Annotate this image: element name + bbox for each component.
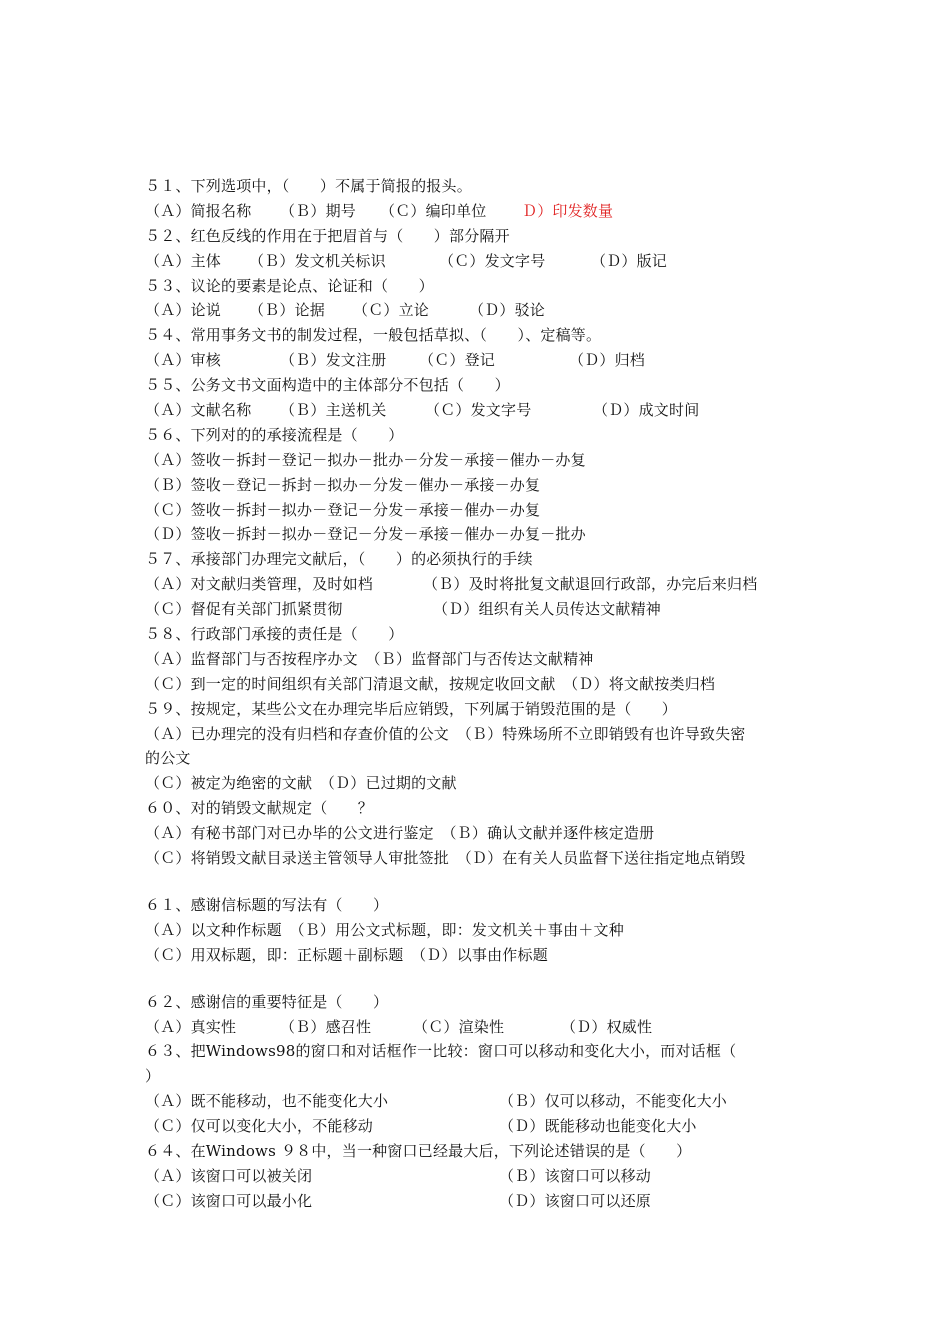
question-60-options-cd: （Ｃ）将销毁文献目录送主管领导人审批签批 （Ｄ）在有关人员监督下送往指定地点销毁 — [145, 849, 746, 868]
question-58-options-ab: （Ａ）监督部门与否按程序办文 （Ｂ）监督部门与否传达文献精神 — [145, 649, 594, 668]
option-d: （Ｄ）签收－拆封－拟办－登记－分发－承接－催办－办复－批办 — [145, 525, 586, 544]
question-59-options-ab-cont: 的公文 — [145, 749, 191, 768]
question-51-stem: ５１、下列选项中，（ ）不属于简报的报头。 — [145, 177, 472, 195]
question-62-stem: ６２、感谢信的重要特征是（ ） — [145, 992, 389, 1011]
option-d: （Ｄ）该窗口可以还原 — [499, 1191, 652, 1210]
question-52-options — [145, 249, 825, 274]
option-c: （Ｃ）督促有关部门抓紧贯彻 — [145, 600, 343, 619]
option-c: （Ｃ）渲染性 — [413, 1017, 505, 1036]
blank-line — [145, 871, 825, 893]
option-a: （Ａ）既不能移动，也不能变化大小 — [145, 1092, 389, 1111]
question-53-stem: ５３、议论的要素是论点、论证和（ ） — [145, 276, 434, 295]
option-a: （Ａ）论说 — [145, 301, 222, 320]
option-d: （Ｄ）成文时间 — [593, 401, 700, 420]
option-d: （Ｄ）既能移动也能变化大小 — [499, 1117, 697, 1136]
question-57-options-cd — [145, 597, 825, 622]
option-d: （Ｄ）归档 — [569, 351, 646, 370]
option-b: （Ｂ）发文注册 — [280, 351, 387, 370]
option-d: （Ｄ）驳论 — [469, 301, 546, 320]
option-a: （Ａ）文献名称 — [145, 401, 252, 420]
question-list — [145, 174, 825, 1214]
question-57-options-ab — [145, 572, 825, 597]
option-b: （Ｂ）该窗口可以移动 — [499, 1166, 652, 1185]
question-59-options-cd: （Ｃ）被定为绝密的文献 （Ｄ）已过期的文献 — [145, 774, 457, 793]
option-a: （Ａ）审核 — [145, 351, 222, 370]
question-61-options-ab: （Ａ）以文种作标题 （Ｂ）用公文式标题，即：发文机关＋事由＋文种 — [145, 920, 624, 939]
option-b: （Ｂ）发文机关标识 — [249, 251, 386, 270]
question-55-options — [145, 398, 825, 423]
option-b: （Ｂ）签收－登记－拆封－拟办－分发－催办－承接－办复 — [145, 475, 541, 494]
question-54-stem: ５４、常用事务文书的制发过程，一般包括草拟、（ ）、定稿等。 — [145, 326, 602, 345]
question-55-stem: ５５、公务文书文面构造中的主体部分不包括（ ） — [145, 376, 510, 395]
question-59-stem: ５９、按规定，某些公文在办理完毕后应销毁，下列属于销毁范围的是（ ） — [145, 699, 678, 718]
option-b: （Ｂ）感召性 — [280, 1017, 372, 1036]
option-d: （Ｄ）权威性 — [561, 1017, 653, 1036]
question-64-stem: ６４、在Windows ９８中，当一种窗口已经最大后，下列论述错误的是（ ） — [145, 1141, 692, 1160]
option-a: （Ａ）该窗口可以被关闭 — [145, 1166, 313, 1185]
option-a: （Ａ）主体 — [145, 251, 222, 270]
question-58-options-cd: （Ｃ）到一定的时间组织有关部门清退文献，按规定收回文献 （Ｄ）将文献按类归档 — [145, 674, 716, 693]
option-c: （Ｃ）签收－拆封－拟办－登记－分发－承接－催办－办复 — [145, 500, 541, 519]
option-a: （Ａ）签收－拆封－登记－拟办－批办－分发－承接－催办－办复 — [145, 450, 586, 469]
option-c: （Ｃ）编印单位 — [380, 201, 487, 220]
option-b: （Ｂ）仅可以移动，不能变化大小 — [499, 1092, 728, 1111]
question-63-stem-cont: ） — [145, 1067, 161, 1086]
option-b: （Ｂ）论据 — [249, 301, 326, 320]
option-c: （Ｃ）发文字号 — [439, 251, 546, 270]
option-d-highlighted: Ｄ）印发数量 — [522, 201, 614, 220]
option-b: （Ｂ）及时将批复文献退回行政部，办完后来归档 — [423, 575, 758, 594]
question-54-options — [145, 348, 825, 373]
option-c: （Ｃ）立论 — [353, 301, 430, 320]
question-64-options-cd — [145, 1189, 825, 1214]
option-c: （Ｃ）仅可以变化大小，不能移动 — [145, 1117, 374, 1136]
option-b: （Ｂ）期号 — [280, 201, 357, 220]
question-58-stem: ５８、行政部门承接的责任是（ ） — [145, 625, 404, 644]
question-63-stem: ６３、把Windows98的窗口和对话框作一比较：窗口可以移动和变化大小，而对话框（ — [145, 1042, 737, 1061]
option-a: （Ａ）简报名称 — [145, 201, 252, 220]
question-59-options-ab: （Ａ）已办理完的没有归档和存查价值的公文 （Ｂ）特殊场所不立即销毁有也许导致失密 — [145, 724, 746, 743]
option-a: （Ａ）真实性 — [145, 1017, 237, 1036]
option-c: （Ｃ）发文字号 — [425, 401, 532, 420]
question-64-options-ab — [145, 1164, 825, 1189]
question-61-stem: ６１、感谢信标题的写法有（ ） — [145, 895, 389, 914]
question-53-options — [145, 298, 825, 323]
question-61-options-cd: （Ｃ）用双标题，即：正标题＋副标题 （Ｄ）以事由作标题 — [145, 945, 548, 964]
question-57-stem: ５７、承接部门办理完文献后，（ ）的必须执行的手续 — [145, 550, 533, 569]
option-d: （Ｄ）组织有关人员传达文献精神 — [433, 600, 662, 619]
option-d: （Ｄ）版记 — [591, 251, 668, 270]
question-60-stem: ６０、对的销毁文献规定（ ？ — [145, 799, 374, 818]
option-b: （Ｂ）主送机关 — [280, 401, 387, 420]
option-c: （Ｃ）登记 — [419, 351, 496, 370]
blank-line — [145, 968, 825, 990]
question-63-options-ab — [145, 1089, 825, 1114]
question-62-options — [145, 1015, 825, 1040]
option-c: （Ｃ）该窗口可以最小化 — [145, 1191, 313, 1210]
question-60-options-ab: （Ａ）有秘书部门对已办毕的公文进行鉴定 （Ｂ）确认文献并逐件核定造册 — [145, 824, 655, 843]
option-a: （Ａ）对文献归类管理，及时如档 — [145, 575, 374, 594]
question-63-options-cd — [145, 1114, 825, 1139]
question-56-stem: ５６、下列对的的承接流程是（ ） — [145, 425, 404, 444]
question-52-stem: ５２、红色反线的作用在于把眉首与（ ）部分隔开 — [145, 226, 510, 245]
question-51-options — [145, 199, 825, 224]
